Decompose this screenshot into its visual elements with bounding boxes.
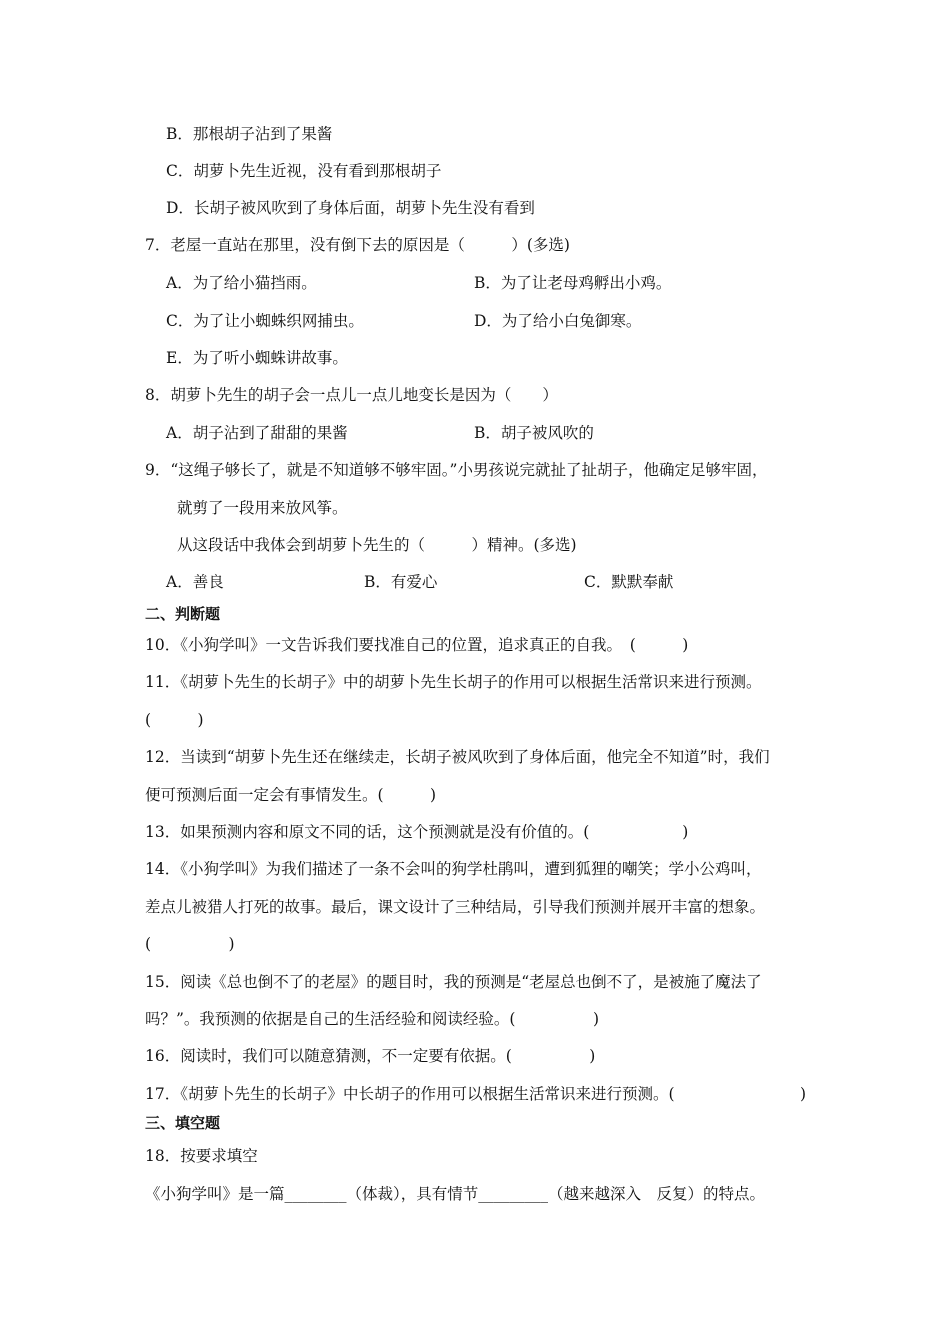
q11-line2: ( ) <box>145 711 204 729</box>
q12-line1: 12．当读到“胡萝卜先生还在继续走，长胡子被风吹到了身体后面，他完全不知道”时，我们 <box>145 748 770 766</box>
section-title-fill-blank: 三、填空题 <box>145 1114 221 1132</box>
q17-text: 17．《胡萝卜先生的长胡子》中长胡子的作用可以根据生活常识来进行预测。( <box>145 1085 675 1103</box>
q14-line2: 差点儿被猎人打死的故事。最后，课文设计了三种结局，引导我们预测并展开丰富的想象。 <box>145 898 766 916</box>
q14-line3: ( ) <box>145 935 235 953</box>
q8-option-a: A．胡子沾到了甜甜的果酱 <box>166 424 348 442</box>
q7-option-e: E．为了听小蜘蛛讲故事。 <box>166 349 348 367</box>
q6-option-c: C．胡萝卜先生近视，没有看到那根胡子 <box>166 162 442 180</box>
section-title-judgment: 二、判断题 <box>145 605 221 623</box>
q14-line1: 14．《小狗学叫》为我们描述了一条不会叫的狗学杜鹃叫，遭到狐狸的嘲笑；学小公鸡叫， <box>145 860 762 878</box>
q8-stem: 8．胡萝卜先生的胡子会一点儿一点儿地变长是因为（ ） <box>145 386 558 404</box>
q9-line2: 就剪了一段用来放风筝。 <box>177 499 348 517</box>
q16-text: 16．阅读时，我们可以随意猜测，不一定要有依据。( ) <box>145 1047 596 1065</box>
q8-option-b: B．胡子被风吹的 <box>474 424 594 442</box>
q7-option-b: B．为了让老母鸡孵出小鸡。 <box>474 274 672 292</box>
q9-line3: 从这段话中我体会到胡萝卜先生的（ ）精神。(多选) <box>177 536 577 554</box>
q7-option-d: D．为了给小白兔御寒。 <box>474 312 642 330</box>
q17-close-paren: ) <box>800 1085 807 1103</box>
q7-stem: 7．老屋一直站在那里，没有倒下去的原因是（ ）(多选) <box>145 236 570 254</box>
q15-line1: 15．阅读《总也倒不了的老屋》的题目时，我的预测是“老屋总也倒不了，是被施了魔法了 <box>145 973 762 991</box>
q7-option-a: A．为了给小猫挡雨。 <box>166 274 317 292</box>
q10-text: 10．《小狗学叫》一文告诉我们要找准自己的位置，追求真正的自我。 ( ) <box>145 636 689 654</box>
q9-option-a: A．善良 <box>166 573 224 591</box>
q13-text: 13．如果预测内容和原文不同的话，这个预测就是没有价值的。( ) <box>145 823 689 841</box>
q18-stem: 18．按要求填空 <box>145 1147 258 1165</box>
q9-option-c: C．默默奉献 <box>584 573 674 591</box>
q9-option-b: B．有爱心 <box>364 573 438 591</box>
q18-line1: 《小狗学叫》是一篇________（体裁），具有情节_________（越来越深入 反复）的特点。 <box>145 1185 766 1203</box>
q6-option-b: B．那根胡子沾到了果酱 <box>166 125 333 143</box>
q7-option-c: C．为了让小蜘蛛织网捕虫。 <box>166 312 364 330</box>
q9-line1: 9．“这绳子够长了，就是不知道够不够牢固。”小男孩说完就扯了扯胡子，他确定足够牢固， <box>145 461 768 479</box>
q12-line2: 便可预测后面一定会有事情发生。( ) <box>145 786 437 804</box>
q6-option-d: D．长胡子被风吹到了身体后面，胡萝卜先生没有看到 <box>166 199 535 217</box>
q11-line1: 11．《胡萝卜先生的长胡子》中的胡萝卜先生长胡子的作用可以根据生活常识来进行预测。 <box>145 673 762 691</box>
q15-line2: 吗？”。我预测的依据是自己的生活经验和阅读经验。( ) <box>145 1010 600 1028</box>
